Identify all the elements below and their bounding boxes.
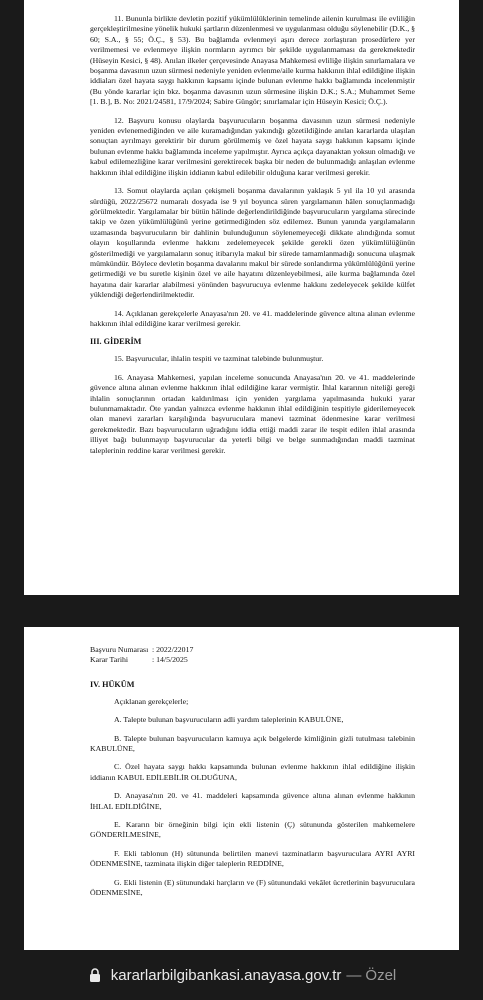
judgment-item-d: D. Anayasa'nın 20. ve 41. maddeleri kapsamında güvence altına alınan evlenme hakkının İHLAL EDİLDİĞİNE, [90,791,415,811]
meta-value: : 2022/22017 [152,645,194,654]
browser-address-bar[interactable] [0,950,483,1000]
document-page-2 [24,627,459,950]
lock-icon [87,967,103,983]
section-heading-giderim: III. GİDERİM [90,337,142,347]
judgment-item-g: G. Ekli listenin (E) sütunundaki harçların ve (F) sütunundaki vekâlet ücretlerinin başvuruculara ÖDENMESİNE, [90,877,415,898]
private-mode-label: Özel [365,966,397,984]
document-page-1 [24,0,459,595]
judgment-item-a: A. Talepte bulunan başvurucuların adli yardım taleplerinin KABULÜNE, [114,715,344,725]
judgment-item-b: B. Talepte bulunan başvurucuların kamuya açık belgelerde kimliğinin gizli tutulması talebinin KABULÜNE, [90,733,415,754]
judgment-item-f: F. Ekli tablonun (H) sütununda belirtilen manevi tazminatların başvuruculara AYRI AYRI ÖDENMESİNE, tazminata ilişkin diğer taleplerin REDDİNE, [90,848,415,869]
paragraph-16: 16. Anayasa Mahkemesi, yapılan inceleme sonucunda Anayasa'nın 20. ve 41. maddelerinde güvence altına alınan evlenme hakkının ihlal edildiğine karar vermiştir. İhlal kararının niteliği gereği ihlalin sonuçlarının ortadan kaldırılması için yeniden yargılama yapılmasında hukuki yarar bulunmamaktadır. Öte yandan yalnızca evlenme hakkının ihlal edildiğinin tespitiyle giderilemeyecek olan manevi zararları karşılığında başvuruculara manevi tazminat ödenmesine karar verilmesi gerekmektedir. Bazı başvurucuların uğradığını iddia ettiği maddi zarar ile tespit edilen ihlal arasında illiyet bağı bulunmayıp başvurucular da yeterli bilgi ve belge sunmadığından maddi tazminat taleplerinin reddine karar verilmesi gerekir. [90,372,415,455]
url-domain[interactable]: kararlarbilgibankasi.anayasa.gov.tr [110,966,342,984]
judgment-intro: Açıklanan gerekçelerle; [114,696,189,706]
paragraph-11: 11. Bununla birlikte devletin pozitif yükümlülüklerinin temelinde ailenin kurulması ile evliliğin gerçekleştirilmesine yönelik hukuki şartların düzenlenmesi ve uygulanması olduğu söylenebilir (D.K., § 60; S.A., § 55; Ö.Ç., § 53). Bu bağlamda evlenmeyi aşırı derece zorlaştıran prosedürlere yer verilmemesi ve evlenmeye ilişkin normların ayrımcı bir şekilde uygulanmaması da gerekmektedir (Hüseyin Kesici, § 48). Anılan ilkeler çerçevesinde Anayasa Mahkemesi evliliğe ilişkin sınırlamalara ve boşanma davasının uzun sürmesi nedeniyle yeniden evlenme/aile kurma hakkının ihlal edildiğine ilişkin iddiaları özel hayata saygı hakkının kapsamı içinde bulunan evlenme hakkı bağlamında incelenmiştir (Bu yönde kararlar için bkz. boşanma davasının uzun sürmesine ilişkin D.K.; S.A.; Muhammet Seme [1. B.], B. No: 2021/24581, 17/9/2024; Sabire Güngör; sınırlamalar için Hüseyin Kesici; Ö.Ç.). [90,14,416,107]
meta-row [90,655,415,665]
url-separator: — [346,966,362,984]
paragraph-13: 13. Somut olaylarda açılan çekişmeli boşanma davalarının yaklaşık 5 yıl ila 10 yıl arasında sürdüğü, 2022/25672 numaralı dosyada ise 9 yıl boyunca süren yargılamanın hâlen sonuçlanmadığı görülmektedir. Yargılamalar bir bütün hâlinde değerlendirildiğinde başvurucuların yargılama sürecinde takip ve özen yükümlülüğünü yerine getirmediğinden söz edilemez. Bunun yanında yargılamaların uzamasında başvurucuların bir dahlinin bulunduğunun söylenemeyeceği dikkate alındığında somut olayın koşullarında evlenme hakkını zedelemeyecek şekilde gerekli özen yükümlülüğünün gösterilmediği ve yargılamaların sonuç itibarıyla makul bir sürede tamamlanmadığı sonucuna ulaşmak mümkündür. Böylece devletin boşanma davalarını makul bir sürede sonlandırma yükümlülüğünü yerine getirmediği ve bu suretle kişinin özel ve aile hayatını düzenleyebilmesi, aile kurma bağlamında özel hayatına dair kararlar alabilmesi yönünden başvurucuya evlenme hakkını zedeleyecek şekilde külfet yüklendiği değerlendirilmektedir. [90,186,415,300]
paragraph-12: 12. Başvuru konusu olaylarda başvurucuların boşanma davasının uzun sürmesi nedeniyle yeniden evlenemediğinden ve aile kuramadığından yakındığı gözetildiğinde anılan kararlarda ulaşılan sonuçtan ayrılmayı gerektirir bir durum görülmemiş ve özel hayata saygı hakkının kapsamı içinde bulunan evlenme hakkı bağlamında inceleme yapılmıştır. Ayrıca açıkça dayanaktan yoksun olmadığı ve kabul edilemezliğine karar verilmesini gerektirecek başka bir neden de bulunmadığı anlaşılan evlenme hakkının ihlal edildiğine ilişkin iddianın kabul edilebilir olduğuna karar verilmesi gerekir. [90,115,415,177]
paragraph-15: 15. Başvurucular, ihlalin tespiti ve tazminat talebinde bulunmuştur. [114,354,324,364]
meta-key: Başvuru Numarası [90,645,149,654]
paragraph-14: 14. Açıklanan gerekçelerle Anayasa'nın 20. ve 41. maddelerinde güvence altına alınan evlenme hakkının ihlal edildiğine karar verilmesi gerekir. [90,308,415,328]
case-meta [90,645,415,666]
meta-row [90,645,415,655]
section-heading-hukum: IV. HÜKÜM [90,679,135,689]
judgment-item-e: E. Kararın bir örneğinin bilgi için ekli listenin (Ç) sütununda gösterilen mahkemelere GÖNDERİLMESİNE, [90,820,415,840]
judgment-item-c: C. Özel hayata saygı hakkı kapsamında bulunan evlenme hakkının ihlal edildiğine ilişkin iddianın KABUL EDİLEBİLİR OLDUĞUNA, [90,762,415,782]
meta-key: Karar Tarihi [90,655,129,665]
meta-value: : 14/5/2025 [152,655,188,665]
